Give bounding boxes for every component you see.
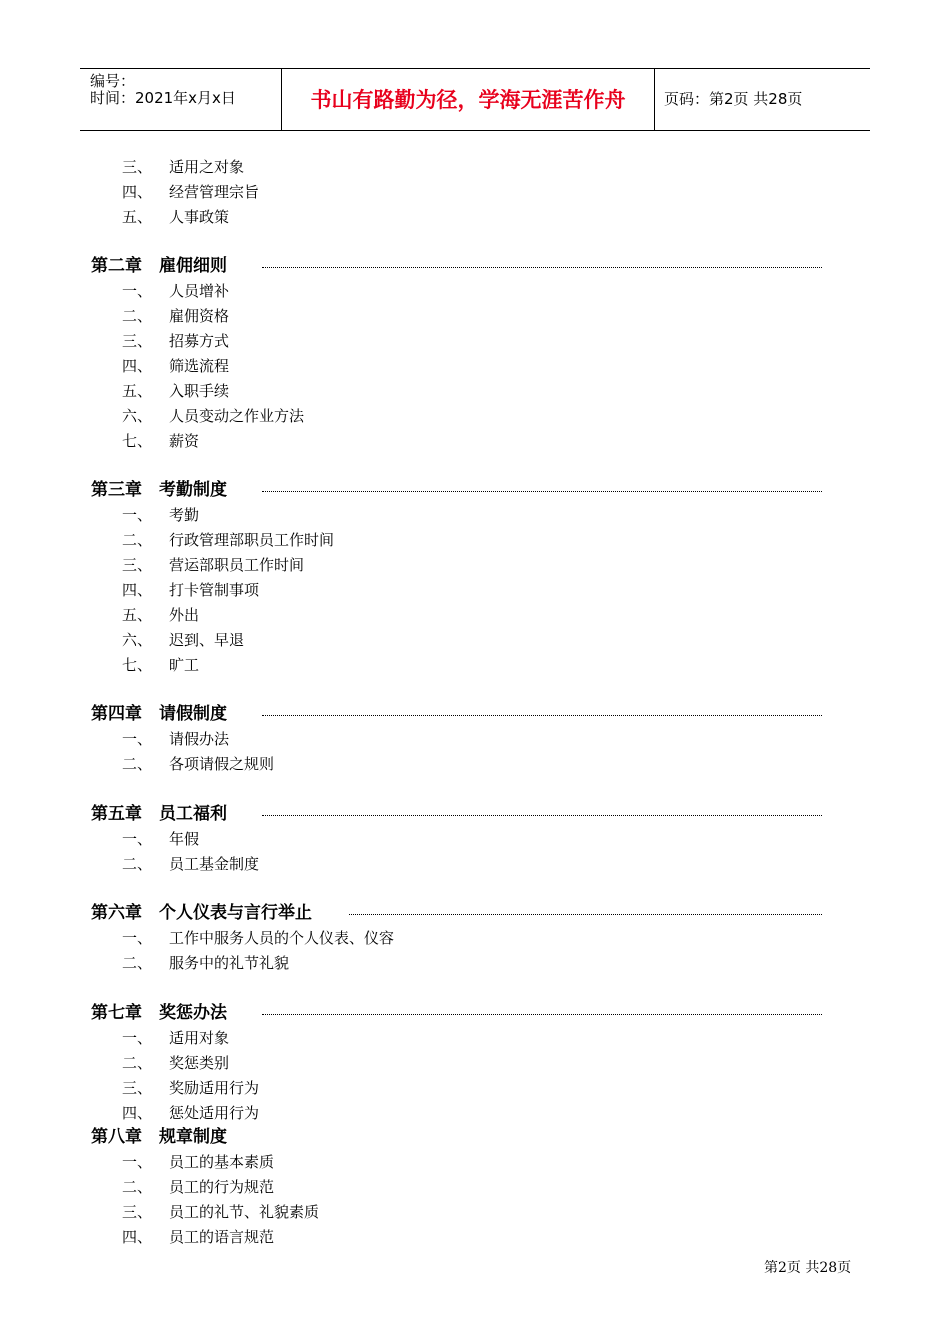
toc-item-title: 外出	[169, 606, 200, 624]
chapter-heading-text	[91, 254, 227, 279]
toc-item-number: 二、	[122, 307, 153, 325]
toc-item	[0, 628, 950, 653]
toc-item-number: 三、	[122, 158, 153, 176]
toc-item	[0, 155, 950, 180]
chapter-heading-text	[91, 901, 312, 926]
document-number-label: 编号：	[90, 72, 136, 90]
toc-item	[0, 1051, 950, 1076]
document-time-label: 时间：2021年x月x日	[90, 89, 236, 107]
toc-item-title: 奖励适用行为	[169, 1079, 260, 1097]
toc-item-number: 一、	[122, 1153, 153, 1171]
toc-item-title: 旷工	[169, 656, 200, 674]
chapter-heading	[0, 1125, 950, 1150]
toc-item-title: 员工基金制度	[169, 855, 260, 873]
toc-item	[0, 951, 950, 976]
chapter-heading	[0, 1001, 950, 1026]
toc-item	[0, 578, 950, 603]
toc-item-number: 二、	[122, 755, 153, 773]
toc-item	[0, 852, 950, 877]
toc-item-number: 七、	[122, 656, 153, 674]
dotted-leader-line	[262, 1014, 822, 1015]
toc-item	[0, 429, 950, 454]
toc-item-number: 三、	[122, 332, 153, 350]
chapter-label: 第七章	[91, 1003, 142, 1023]
chapter-heading-text	[91, 702, 227, 727]
toc-item	[0, 279, 950, 304]
toc-item-title: 奖惩类别	[169, 1054, 230, 1072]
toc-item-title: 员工的基本素质	[169, 1153, 275, 1171]
toc-item	[0, 752, 950, 777]
chapter-heading	[0, 478, 950, 503]
toc-item-number: 一、	[122, 830, 153, 848]
toc-item	[0, 379, 950, 404]
toc-item-title: 打卡管制事项	[169, 581, 260, 599]
toc-item-number: 四、	[122, 1104, 153, 1122]
toc-item-title: 雇佣资格	[169, 307, 230, 325]
toc-item	[0, 404, 950, 429]
toc-item-title: 招募方式	[169, 332, 230, 350]
toc-item-title: 营运部职员工作时间	[169, 556, 305, 574]
toc-item	[0, 553, 950, 578]
toc-item	[0, 827, 950, 852]
toc-item-number: 二、	[122, 531, 153, 549]
toc-item-number: 三、	[122, 1203, 153, 1221]
toc-item-title: 年假	[169, 830, 200, 848]
chapter-heading-text	[91, 1001, 227, 1026]
toc-item-title: 行政管理部职员工作时间	[169, 531, 335, 549]
toc-item-number: 三、	[122, 1079, 153, 1097]
toc-item-number: 五、	[122, 382, 153, 400]
chapter-heading-text	[91, 478, 227, 503]
toc-item-title: 人员增补	[169, 282, 230, 300]
chapter-label: 第三章	[91, 480, 142, 500]
toc-item-number: 一、	[122, 506, 153, 524]
toc-item-number: 二、	[122, 855, 153, 873]
chapter-label: 第四章	[91, 704, 142, 724]
toc-item-number: 六、	[122, 407, 153, 425]
chapter-heading	[0, 254, 950, 279]
toc-item-number: 七、	[122, 432, 153, 450]
toc-item-title: 惩处适用行为	[169, 1104, 260, 1122]
toc-item-number: 四、	[122, 183, 153, 201]
chapter-title: 考勤制度	[159, 480, 227, 500]
toc-item-title: 薪资	[169, 432, 200, 450]
toc-item-title: 请假办法	[169, 730, 230, 748]
toc-item	[0, 727, 950, 752]
toc-item-number: 一、	[122, 730, 153, 748]
toc-item	[0, 180, 950, 205]
page-footer: 第2页 共28页	[764, 1260, 852, 1276]
toc-item-title: 人员变动之作业方法	[169, 407, 305, 425]
toc-item-title: 迟到、早退	[169, 631, 245, 649]
toc-item-number: 四、	[122, 1228, 153, 1246]
toc-item-title: 员工的语言规范	[169, 1228, 275, 1246]
toc-item-title: 适用之对象	[169, 158, 245, 176]
toc-item	[0, 1225, 950, 1250]
toc-item-number: 四、	[122, 581, 153, 599]
toc-item-title: 各项请假之规则	[169, 755, 275, 773]
toc-item	[0, 1101, 950, 1126]
toc-item	[0, 205, 950, 230]
toc-item-title: 经营管理宗旨	[169, 183, 260, 201]
header-page-info: 页码：第2页 共28页	[664, 90, 803, 108]
chapter-title: 员工福利	[159, 804, 227, 824]
toc-item	[0, 653, 950, 678]
toc-item-title: 考勤	[169, 506, 200, 524]
chapter-heading-text	[91, 1125, 227, 1150]
chapter-title: 请假制度	[159, 704, 227, 724]
toc-item	[0, 528, 950, 553]
toc-item-number: 五、	[122, 208, 153, 226]
chapter-label: 第六章	[91, 903, 142, 923]
chapter-heading-text	[91, 802, 227, 827]
toc-item-title: 工作中服务人员的个人仪表、仪容	[169, 929, 395, 947]
toc-item-number: 四、	[122, 357, 153, 375]
dotted-leader-line	[262, 491, 822, 492]
toc-item	[0, 503, 950, 528]
toc-item-title: 适用对象	[169, 1029, 230, 1047]
chapter-heading	[0, 802, 950, 827]
dotted-leader-line	[349, 914, 822, 915]
chapter-title: 个人仪表与言行举止	[159, 903, 312, 923]
chapter-label: 第五章	[91, 804, 142, 824]
toc-item	[0, 1076, 950, 1101]
toc-item	[0, 1150, 950, 1175]
toc-item-title: 员工的行为规范	[169, 1178, 275, 1196]
toc-item-title: 筛选流程	[169, 357, 230, 375]
toc-item	[0, 354, 950, 379]
chapter-title: 雇佣细则	[159, 256, 227, 276]
toc-item-number: 一、	[122, 1029, 153, 1047]
toc-item-number: 三、	[122, 556, 153, 574]
chapter-label: 第八章	[91, 1127, 142, 1147]
toc-item-number: 一、	[122, 929, 153, 947]
toc-item-title: 入职手续	[169, 382, 230, 400]
chapter-heading	[0, 901, 950, 926]
toc-item	[0, 926, 950, 951]
dotted-leader-line	[262, 815, 822, 816]
toc-item-title: 服务中的礼节礼貌	[169, 954, 290, 972]
chapter-heading	[0, 702, 950, 727]
toc-item-title: 人事政策	[169, 208, 230, 226]
toc-item-title: 员工的礼节、礼貌素质	[169, 1203, 320, 1221]
toc-item-number: 一、	[122, 282, 153, 300]
chapter-title: 奖惩办法	[159, 1003, 227, 1023]
dotted-leader-line	[262, 267, 822, 268]
toc-item-number: 五、	[122, 606, 153, 624]
toc-item-number: 二、	[122, 954, 153, 972]
toc-item-number: 二、	[122, 1178, 153, 1196]
toc-item	[0, 1026, 950, 1051]
toc-item	[0, 304, 950, 329]
header-motto: 书山有路勤为径，学海无涯苦作舟	[310, 88, 626, 112]
toc-item	[0, 603, 950, 628]
toc-item	[0, 329, 950, 354]
chapter-title: 规章制度	[159, 1127, 227, 1147]
toc-item-number: 二、	[122, 1054, 153, 1072]
dotted-leader-line	[262, 715, 822, 716]
toc-item	[0, 1200, 950, 1225]
toc-item-number: 六、	[122, 631, 153, 649]
chapter-label: 第二章	[91, 256, 142, 276]
toc-item	[0, 1175, 950, 1200]
